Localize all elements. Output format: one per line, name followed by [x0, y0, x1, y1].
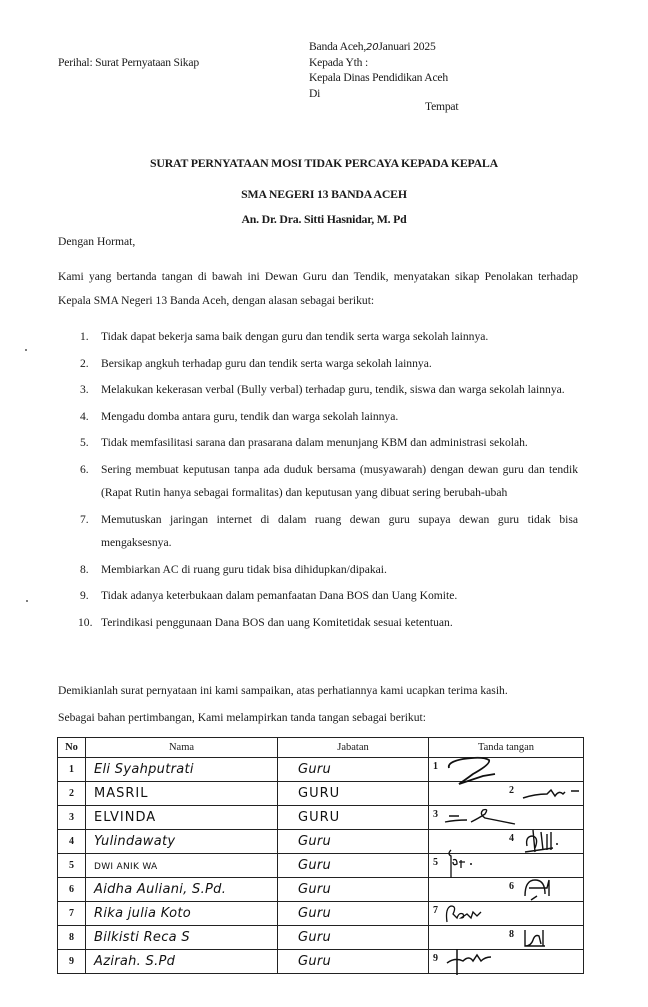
signer-name: Eli Syahputrati: [94, 762, 194, 777]
signature-cell: [429, 878, 584, 902]
signature-number: 9: [433, 953, 438, 964]
row-number: 7: [58, 902, 86, 926]
kepada-label: Kepada Yth :: [309, 55, 368, 69]
place-date: Banda Aceh,20Januari 2025: [309, 40, 436, 53]
signer-name: Yulindawaty: [94, 834, 176, 849]
document-subtitle-school: SMA NEGERI 13 BANDA ACEH: [241, 187, 407, 201]
closing-paragraph: Demikianlah surat pernyataan ini kami sampaikan, atas perhatiannya kami ucapkan terima kasih.: [58, 684, 508, 697]
reason-item: 10. Terindikasi penggunaan Dana BOS dan uang Komitetidak sesuai ketentuan.: [78, 615, 453, 629]
row-number: 2: [58, 782, 86, 806]
signature-cell: [429, 902, 584, 926]
position-cell: [278, 902, 429, 926]
header-nama: Nama: [86, 738, 278, 758]
document-title: SURAT PERNYATAAN MOSI TIDAK PERCAYA KEPADA KEPALA: [150, 156, 498, 170]
row-number: 8: [58, 926, 86, 950]
signer-position: GURU: [298, 810, 341, 825]
signer-position: Guru: [298, 930, 332, 945]
document-subtitle-person: An. Dr. Dra. Sitti Hasnidar, M. Pd: [241, 212, 407, 226]
signer-name: Aidha Auliani, S.Pd.: [94, 882, 227, 897]
row-number: 1: [58, 758, 86, 782]
signer-position: Guru: [298, 954, 332, 969]
signature-number: 6: [509, 881, 514, 892]
header-tanda-tangan: Tanda tangan: [429, 738, 584, 758]
reason-item: 2. Bersikap angkuh terhadap guru dan tendik serta warga sekolah lainnya.: [80, 356, 432, 370]
signature-number: 5: [433, 857, 438, 868]
signer-name-cell: [86, 758, 278, 782]
signer-name-cell: [86, 854, 278, 878]
scan-speck: [25, 349, 27, 351]
table-row: [58, 806, 584, 830]
scan-speck: [26, 600, 28, 602]
signature-number: 3: [433, 809, 438, 820]
handwritten-signature-icon: [443, 950, 503, 980]
signature-cell: [429, 854, 584, 878]
row-number: 6: [58, 878, 86, 902]
signer-name-cell: [86, 830, 278, 854]
row-number: 3: [58, 806, 86, 830]
table-row: [58, 854, 584, 878]
table-row: [58, 878, 584, 902]
signer-name: Rika julia Koto: [94, 906, 192, 921]
handwritten-signature-icon: [521, 782, 581, 807]
reason-item: 5. Tidak memfasilitasi sarana dan prasarana dalam menunjang KBM dan administrasi sekolah.: [80, 436, 528, 449]
row-number: 9: [58, 950, 86, 974]
signature-cell: [429, 758, 584, 782]
signature-cell: [429, 782, 584, 806]
signature-table: [57, 737, 584, 974]
reason-item: 9. Tidak adanya keterbukaan dalam pemanfaatan Dana BOS dan Uang Komite.: [80, 589, 458, 602]
signature-number: 8: [509, 929, 514, 940]
signature-number: 1: [433, 761, 438, 772]
signer-position: Guru: [298, 858, 332, 873]
table-row: [58, 902, 584, 926]
table-row: [58, 926, 584, 950]
table-row: [58, 758, 584, 782]
signer-name: MASRIL: [94, 786, 149, 801]
tempat-label: Tempat: [425, 100, 459, 113]
signer-position: Guru: [298, 882, 332, 897]
reason-item: 3. Melakukan kekerasan verbal (Bully verbal) terhadap guru, tendik, siswa dan warga sekolah lainnya.: [80, 383, 565, 396]
table-row: [58, 950, 584, 974]
address-block: [309, 39, 448, 101]
signer-name-cell: [86, 902, 278, 926]
signer-name: DWI ANIK WA: [94, 862, 158, 872]
header-no: No: [58, 738, 86, 758]
signature-number: 4: [509, 833, 514, 844]
attachment-intro: Sebagai bahan pertimbangan, Kami melampirkan tanda tangan sebagai berikut:: [58, 711, 426, 724]
signer-position: Guru: [298, 762, 332, 777]
signer-name: ELVINDA: [94, 810, 157, 825]
header-jabatan: Jabatan: [278, 738, 429, 758]
table-row: [58, 782, 584, 806]
reason-item: 7. Memutuskan jaringan internet di dalam ruang dewan guru supaya dewan guru tidak bisa mengaksesnya.: [80, 512, 578, 549]
signer-name-cell: [86, 950, 278, 974]
signature-cell: [429, 926, 584, 950]
subject-line: Perihal: Surat Pernyataan Sikap: [58, 56, 199, 69]
signature-number: 2: [509, 785, 514, 796]
position-cell: [278, 950, 429, 974]
signer-position: Guru: [298, 834, 332, 849]
reason-item: 8. Membiarkan AC di ruang guru tidak bisa dihidupkan/dipakai.: [80, 562, 387, 576]
signer-name-cell: [86, 926, 278, 950]
signature-cell: [429, 950, 584, 974]
signer-name: Bilkisti Reca S: [94, 930, 190, 945]
reason-item: 6. Sering membuat keputusan tanpa ada duduk bersama (musyawarah) dengan dewan guru dan tendik (Rapat Rutin hanya sebagai formalitas) dan keputusan yang dibuat sering berubah-ubah: [80, 462, 578, 499]
position-cell: [278, 830, 429, 854]
position-cell: [278, 806, 429, 830]
di-label: Di: [309, 86, 321, 100]
signer-position: Guru: [298, 906, 332, 921]
signature-number: 7: [433, 905, 438, 916]
signer-name-cell: [86, 806, 278, 830]
signer-name-cell: [86, 878, 278, 902]
position-cell: [278, 926, 429, 950]
position-cell: [278, 782, 429, 806]
reason-item: 1. Tidak dapat bekerja sama baik dengan guru dan tendik serta warga sekolah lainnya.: [80, 330, 489, 343]
signer-position: GURU: [298, 786, 341, 801]
table-row: [58, 830, 584, 854]
position-cell: [278, 758, 429, 782]
handwritten-date-day: 20: [366, 42, 379, 53]
greeting: Dengan Hormat,: [58, 235, 136, 248]
row-number: 5: [58, 854, 86, 878]
position-cell: [278, 878, 429, 902]
intro-paragraph: Kami yang bertanda tangan di bawah ini Dewan Guru dan Tendik, menyatakan sikap Penolakan terhadap Kepala SMA Negeri 13 Banda Aceh, dengan alasan sebagai berikut:: [58, 270, 578, 307]
signer-name-cell: [86, 782, 278, 806]
reason-item: 4. Mengadu domba antara guru, tendik dan warga sekolah lainnya.: [80, 409, 399, 423]
recipient: Kepala Dinas Pendidikan Aceh: [309, 71, 448, 84]
position-cell: [278, 854, 429, 878]
row-number: 4: [58, 830, 86, 854]
reasons-list: [80, 325, 578, 637]
signer-name: Azirah. S.Pd: [94, 954, 176, 969]
